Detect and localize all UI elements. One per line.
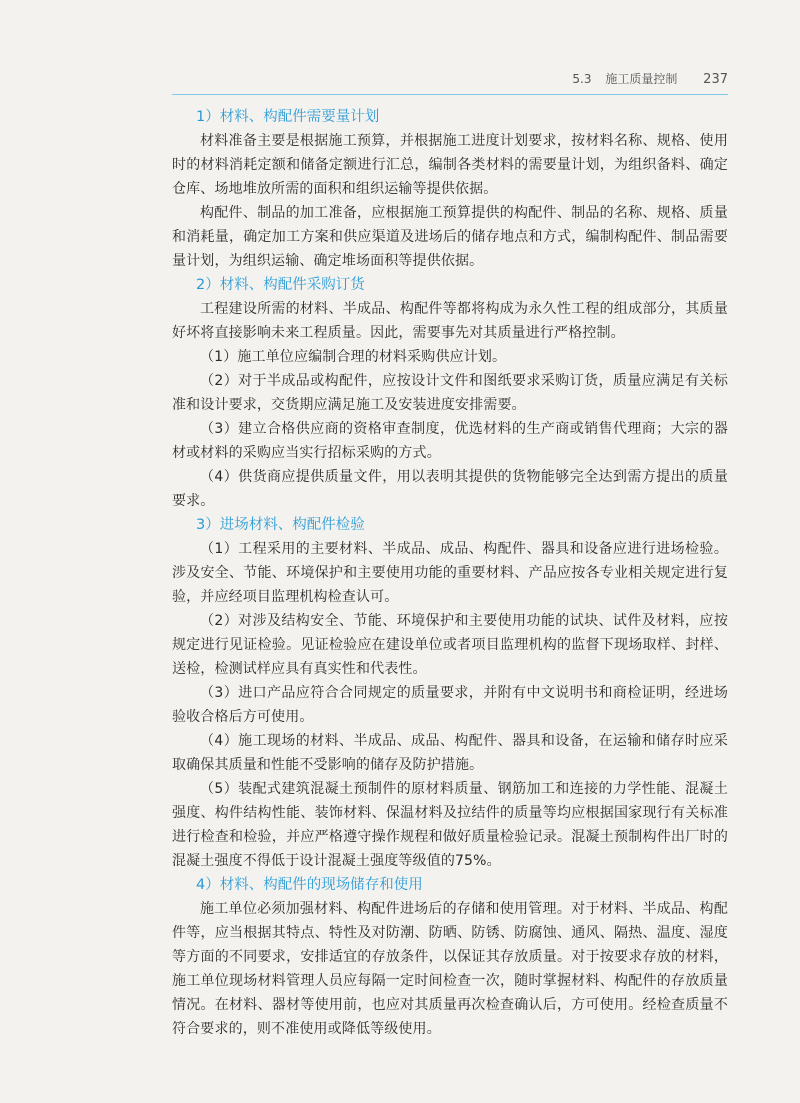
list-item: （3）建立合格供应商的资格审查制度，优选材料的生产商或销售代理商；大宗的器材或材料的采购应当实行招标采购的方式。 bbox=[172, 421, 728, 461]
list-item: （4）施工现场的材料、半成品、成品、构配件、器具和设备，在运输和储存时应采取确保其质量和性能不受影响的储存及防护措施。 bbox=[172, 733, 728, 773]
heading-4: 4）材料、构配件的现场储存和使用 bbox=[196, 877, 423, 893]
paragraph: 材料准备主要是根据施工预算，并根据施工进度计划要求，按材料名称、规格、使用时的材料消耗定额和储备定额进行汇总，编制各类材料的需要量计划，为组织备料、确定仓库、场地堆放所需的面积和组织运输等提供依据。 bbox=[172, 133, 728, 197]
list-item: （4）供货商应提供质量文件，用以表明其提供的货物能够完全达到需方提出的质量要求。 bbox=[172, 469, 728, 509]
list-item: （3）进口产品应符合合同规定的质量要求，并附有中文说明书和商检证明，经进场验收合格后方可使用。 bbox=[172, 685, 728, 725]
paragraph: 构配件、制品的加工准备，应根据施工预算提供的构配件、制品的名称、规格、质量和消耗量，确定加工方案和供应渠道及进场后的储存地点和方式，编制构配件、制品需要量计划，为组织运输、确定堆场面积等提供依据。 bbox=[172, 205, 728, 269]
running-header bbox=[172, 70, 728, 92]
list-item: （2）对涉及结构安全、节能、环境保护和主要使用功能的试块、试件及材料，应按规定进行见证检验。见证检验应在建设单位或者项目监理机构的监督下现场取样、封样、送检，检测试样应具有真实性和代表性。 bbox=[172, 613, 728, 677]
paragraph: 施工单位必须加强材料、构配件进场后的存储和使用管理。对于材料、半成品、构配件等，应当根据其特点、特性及对防潮、防晒、防锈、防腐蚀、通风、隔热、温度、湿度等方面的不同要求，安排适宜的存放条件，以保证其存放质量。对于按要求存放的材料，施工单位现场材料管理人员应每隔一定时间检查一次，随时掌握材料、构配件的存放质量情况。在材料、器材等使用前，也应对其质量再次检查确认后，方可使用。经检查质量不符合要求的，则不准使用或降低等级使用。 bbox=[172, 901, 728, 1037]
section-title: 施工质量控制 bbox=[605, 72, 678, 86]
list-item: （5）装配式建筑混凝土预制件的原材料质量、钢筋加工和连接的力学性能、混凝土强度、构件结构性能、装饰材料、保温材料及拉结件的质量等均应根据国家现行有关标准进行检查和检验，并应严格遵守操作规程和做好质量检验记录。混凝土预制构件出厂时的混凝土强度不得低于设计混凝土强度等级值的75%。 bbox=[172, 781, 728, 869]
heading-3: 3）进场材料、构配件检验 bbox=[196, 517, 365, 533]
heading-2: 2）材料、构配件采购订货 bbox=[196, 277, 365, 293]
heading-1: 1）材料、构配件需要量计划 bbox=[196, 109, 380, 125]
paragraph: 工程建设所需的材料、半成品、构配件等都将构成为永久性工程的组成部分，其质量好坏将直接影响未来工程质量。因此，需要事先对其质量进行严格控制。 bbox=[172, 301, 728, 341]
header-rule bbox=[172, 94, 728, 95]
list-item: （2）对于半成品或构配件，应按设计文件和图纸要求采购订货，质量应满足有关标准和设计要求，交货期应满足施工及安装进度安排需要。 bbox=[172, 373, 728, 413]
page-number: 237 bbox=[703, 72, 728, 87]
section-number: 5.3 bbox=[572, 72, 592, 86]
list-item: （1）工程采用的主要材料、半成品、成品、构配件、器具和设备应进行进场检验。涉及安全、节能、环境保护和主要使用功能的重要材料、产品应按各专业相关规定进行复验，并应经项目监理机构检查认可。 bbox=[172, 541, 728, 605]
page-body bbox=[172, 105, 728, 1041]
list-item: （1）施工单位应编制合理的材料采购供应计划。 bbox=[200, 349, 507, 365]
